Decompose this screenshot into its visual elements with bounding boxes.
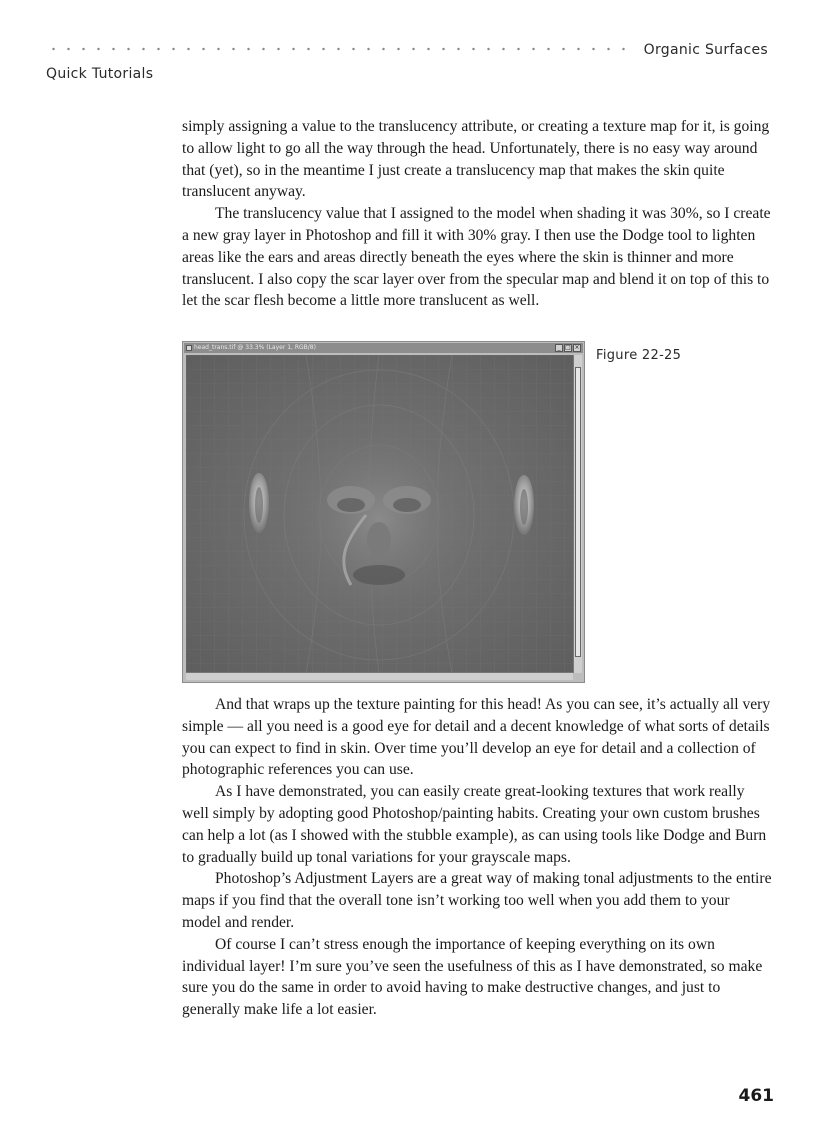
window-controls bbox=[555, 344, 581, 352]
chapter-title: Organic Surfaces bbox=[643, 42, 768, 58]
horizontal-scrollbar[interactable] bbox=[186, 672, 573, 680]
paragraph: Of course I can’t stress enough the importance of keeping everything on its own individual layer! I’m sure you’ve seen the usefulness of this as I have demonstrated, so make sure you do the same in order to avoid having to make destructive changes, and just to generally make life a lot easier. bbox=[182, 935, 763, 1019]
running-head bbox=[46, 40, 768, 84]
figure-caption: Figure 22-25 bbox=[596, 348, 682, 363]
paragraph: The translucency value that I assigned to the model when shading it was 30%, so I create a new gray layer in Photoshop and fill it with 30% gray. I then use the Dodge tool to lighten areas like the ears and areas directly beneath the eyes where the skin is thinner and more translucent. I also copy the scar layer over from the specular map and blend it on top of this to let the scar flesh become a little more translucent as well. bbox=[182, 205, 771, 310]
maximize-icon[interactable]: □ bbox=[565, 344, 571, 351]
body-text-bottom bbox=[182, 694, 772, 1021]
figure-screenshot bbox=[182, 341, 585, 683]
vertical-scrollbar[interactable] bbox=[573, 355, 582, 673]
paragraph: Photoshop’s Adjustment Layers are a great way of making tonal adjustments to the entire maps if you find that the overall tone isn’t working too well when you add them to your model and render. bbox=[182, 870, 772, 931]
paragraph: As I have demonstrated, you can easily create great-looking textures that work really well simply by adopting good Photoshop/painting habits. Creating your own custom brushes can help a lot (as I showed with the stubble example), as can using tools like Dodge and Burn to gradually build up tonal variations for your grayscale maps. bbox=[182, 783, 767, 866]
scrollbar-thumb[interactable] bbox=[575, 367, 581, 657]
close-icon[interactable]: × bbox=[574, 344, 580, 351]
translucency-map-image bbox=[186, 355, 573, 673]
paragraph: simply assigning a value to the translucency attribute, or creating a texture map for it, is going to allow light to go all the way through the head. Unfortunately, there is no easy way around that (yet), so in the meantime I just create a translucency map that makes the skin quite translucent anyway. bbox=[182, 118, 770, 201]
window-titlebar bbox=[184, 343, 583, 353]
dotted-leader bbox=[46, 46, 632, 52]
section-title: Quick Tutorials bbox=[46, 66, 154, 82]
texture-canvas bbox=[186, 355, 573, 673]
paragraph: And that wraps up the texture painting for this head! As you can see, it’s actually all very simple — all you need is a good eye for detail and a decent knowledge of what sorts of details you can expect to find in skin. Over time you’ll develop an eye for detail and a collection of photographic references you can use. bbox=[182, 696, 771, 779]
minimize-icon[interactable]: _ bbox=[555, 344, 563, 352]
page-number: 461 bbox=[738, 1086, 774, 1106]
document-icon bbox=[186, 345, 192, 351]
body-text-top bbox=[182, 116, 772, 312]
window-title: head_trans.tif @ 33.3% (Layer 1, RGB/8) bbox=[194, 344, 316, 351]
